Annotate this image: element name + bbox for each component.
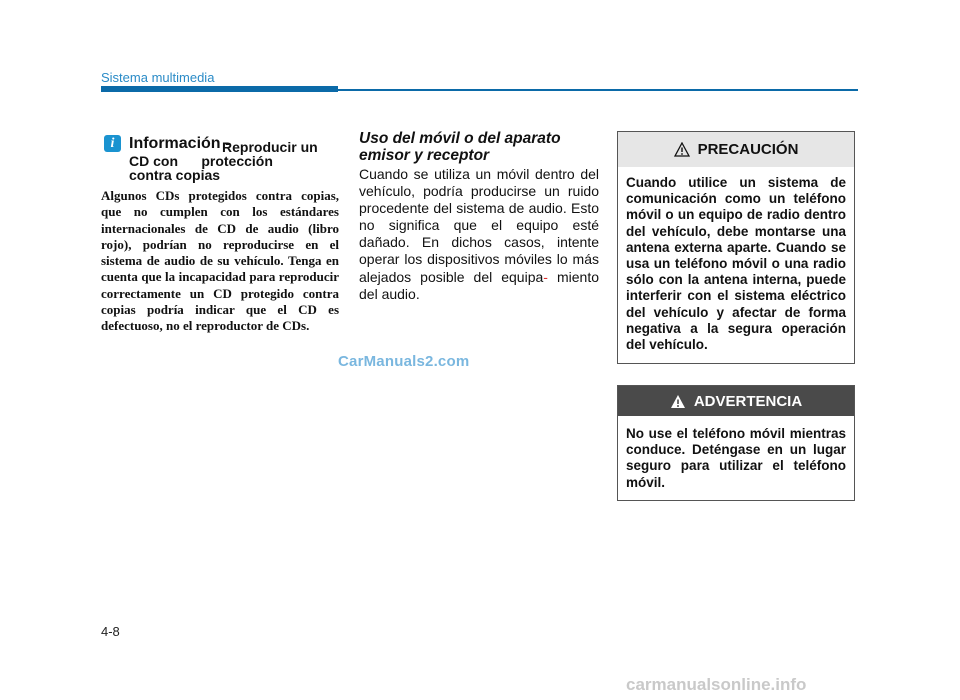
warning-title: ADVERTENCIA — [693, 392, 803, 410]
caution-box — [617, 131, 855, 364]
mobile-body-hyphen: - — [543, 268, 548, 285]
info-title: Información - — [129, 135, 231, 152]
warning-filled-icon — [670, 394, 686, 409]
warning-body: No use el teléfono móvil mientras conduce. Deténgase en un lugar seguro para utilizar el teléfono móvil. — [626, 426, 846, 490]
info-subtitle-a: Reproducir un — [222, 139, 318, 155]
caution-body: Cuando utilice un sistema de comunicación como un teléfono móvil o un equipo de radio dentro del vehículo, debe montarse una antena externa aparte. Cuando se usa un teléfono móvil o una radio sólo con la antena interna, puede interferir con el sistema eléctrico del vehículo y afectar de forma negativa a la segura operación del vehículo. — [626, 175, 846, 353]
info-subtitle-b: CD con protección — [129, 153, 273, 169]
info-icon: i — [104, 135, 121, 152]
warning-box — [617, 385, 855, 501]
caution-header — [618, 132, 854, 167]
warning-header — [618, 386, 854, 416]
warning-outline-icon — [674, 142, 690, 157]
mobile-section-body — [359, 166, 599, 303]
info-subtitle-c: contra copias — [129, 167, 221, 183]
section-header: Sistema multimedia — [101, 70, 215, 85]
mobile-body-part-1: Cuando se utiliza un móvil dentro del vehículo, podría producirse un ruido procedente del sistema de audio. Esto no significa que el equipo esté dañado. En dichos casos, intente operar los dispositivos móviles lo más alejados posible del equipa — [359, 166, 599, 285]
mobile-section-title: Uso del móvil o del aparato emisor y receptor — [359, 130, 561, 164]
header-rule-thick — [101, 86, 338, 92]
footer-site-watermark: carmanualsonline.info — [626, 675, 807, 694]
mobile-body-part-2: miento del audio. — [359, 268, 599, 302]
header-rule-thin — [338, 89, 858, 91]
page-number: 4-8 — [101, 624, 120, 639]
caution-title: PRECAUCIÓN — [697, 141, 799, 158]
watermark-text: CarManuals2.com — [338, 353, 470, 370]
info-body: Algunos CDs protegidos contra copias, que no cumplen con los estándares internacionales de CD de audio (libro rojo), podrían no reproducirse en el sistema de audio de su vehículo. Tenga en cuenta que la incapacidad para reproducir correctamente un CD protegido contra copias podría indicar que el CD es defectuoso, no el reproductor de CDs. — [101, 188, 339, 334]
